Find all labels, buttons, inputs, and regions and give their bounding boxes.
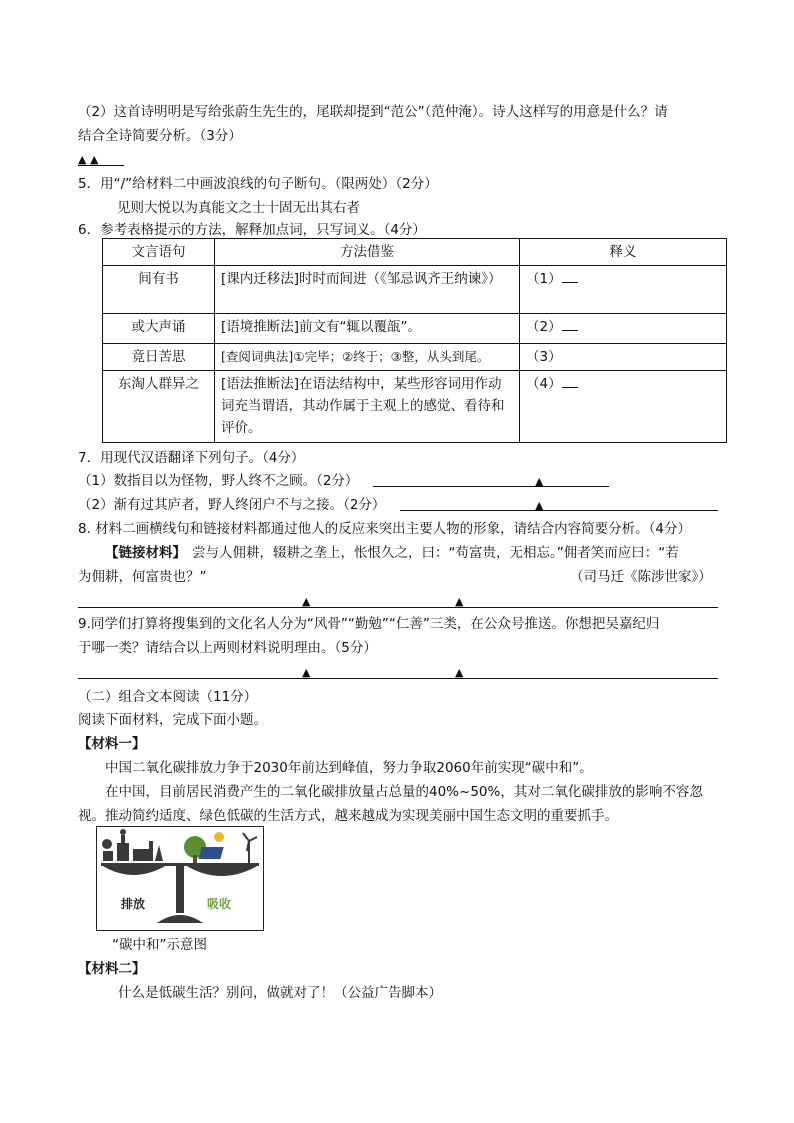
q6-row-3-answer[interactable]: （3） — [520, 344, 727, 371]
q7-sentence-1: （1）数指目以为怪物，野人终不之顾。（2分） — [78, 473, 359, 489]
q7-answer-line-2[interactable] — [400, 510, 718, 511]
q7-answer-line-1[interactable] — [373, 486, 609, 487]
q8-answer-line[interactable] — [78, 607, 718, 608]
q7-mark-1: ▲ — [535, 475, 544, 488]
q6-row-4 — [103, 371, 727, 443]
section2-title: （二）组合文本阅读（11分） — [78, 689, 258, 705]
q8-link-text-2: 为佣耕，何富贵也？” — [78, 569, 207, 585]
material1-p2a: 在中国，目前居民消费产生的二氧化碳排放量占总量的40%~50%，其对二氧化碳排放的影响不容忽 — [105, 784, 703, 800]
q6-row-3 — [103, 344, 727, 371]
factory-icon — [102, 829, 163, 861]
absorption-label: 吸收 — [207, 897, 232, 911]
material1-label: 【材料一】 — [78, 736, 146, 752]
material2-label: 【材料二】 — [78, 961, 146, 977]
q7-mark-2: ▲ — [535, 499, 544, 512]
q6-prompt: 6．参考表格提示的方法，解释加点词，只写词义。（4分） — [78, 222, 426, 238]
q6-row-2-method: [语境推断法]前文有“辄以覆瓿”。 — [215, 314, 520, 344]
q7-prompt: 7．用现代汉语翻译下列句子。（4分） — [78, 450, 305, 466]
q9-line1: 9.同学们打算将搜集到的文化名人分为“风骨”“勤勉”“仁善”三类，在公众号推送。你想把吴嘉纪归 — [78, 616, 660, 632]
q6-row-3-method: [查阅词典法]①完毕；②终于；③整，从头到尾。 — [215, 344, 520, 371]
q9-answer-line[interactable] — [78, 678, 718, 679]
q6-row-1-phrase: 间有书 — [103, 266, 215, 314]
q4-2-line2: 结合全诗简要分析。（3分） — [78, 128, 242, 144]
left-pan — [101, 865, 167, 875]
q6-row-4-method: [语法推断法]在语法结构中，某些形容词用作动词充当谓语，其动作属于主观上的感觉、看待和评价。 — [215, 371, 520, 443]
q6-row-2-phrase: 或大声诵 — [103, 314, 215, 344]
figure-caption: “碳中和”示意图 — [112, 937, 207, 953]
q4-2-answer-line[interactable] — [78, 165, 124, 166]
q8-link-label: 【链接材料】 — [105, 545, 186, 561]
q9-mark-2: ▲ — [455, 666, 464, 679]
q5-sentence: 见则大悦以为真能文之士十固无出其右者 — [117, 200, 360, 216]
q9-mark-1: ▲ — [302, 666, 311, 679]
q6-row-1 — [103, 266, 727, 314]
material1-p1: 中国二氧化碳排放力争于2030年前达到峰值，努力争取2060年前实现“碳中和”。 — [105, 760, 593, 776]
q6-table — [102, 238, 727, 443]
right-pan — [185, 865, 259, 876]
scale-pillar — [176, 863, 184, 913]
material2-p1: 什么是低碳生活？别问，做就对了！（公益广告脚本） — [118, 985, 442, 1001]
q8-mark-1: ▲ — [302, 595, 311, 608]
q8-mark-2: ▲ — [455, 595, 464, 608]
wind-turbine-icon — [243, 833, 257, 863]
q5-prompt: 5．用“/”给材料二中画波浪线的句子断句。（限两处）（2分） — [78, 176, 438, 192]
q6-header-phrase: 文言语句 — [103, 239, 215, 266]
q6-row-2 — [103, 314, 727, 344]
q6-header-row — [103, 239, 727, 266]
q6-row-2-answer[interactable]: （2） — [520, 314, 727, 344]
q4-2-line1: （2）这首诗明明是写给张蔚生先生的，尾联却提到“范公”（范仲淹）。诗人这样写的用意是什么？请 — [78, 104, 668, 120]
q6-row-1-method: [课内迁移法]时时而间进（《邹忌讽齐王纳谏》） — [215, 266, 520, 314]
q6-row-4-answer[interactable]: （4） — [520, 371, 727, 443]
q6-header-method: 方法借鉴 — [215, 239, 520, 266]
q9-line2: 于哪一类？请结合以上两则材料说明理由。（5分） — [78, 640, 377, 656]
q6-row-3-phrase: 竟日苦思 — [103, 344, 215, 371]
emission-label: 排放 — [121, 897, 146, 911]
q6-row-4-phrase: 东淘人群异之 — [103, 371, 215, 443]
carbon-neutral-figure — [96, 826, 264, 931]
q8-source: （司马迁《陈涉世家》） — [570, 569, 712, 585]
q7-sentence-2: （2）渐有过其庐者，野人终闭户不与之接。（2分） — [78, 497, 386, 513]
scale-base — [157, 915, 203, 923]
q6-row-1-answer[interactable]: （1） — [520, 266, 727, 314]
section2-instruction: 阅读下面材料，完成下面小题。 — [78, 712, 267, 728]
q6-header-answer: 释义 — [520, 239, 727, 266]
q8-prompt: 8. 材料二画横线句和链接材料都通过他人的反应来突出主要人物的形象，请结合内容简要分析。（4分） — [78, 521, 692, 537]
material1-p2b: 视。推动简约适度、绿色低碳的生活方式，越来越成为实现美丽中国生态文明的重要抓手。 — [78, 808, 618, 824]
q8-link-text-1: 【链接材料】 尝与人佣耕，辍耕之垄上，怅恨久之，曰：“苟富贵，无相忘。”佣者笑而应曰：“若 — [105, 545, 679, 561]
q4-2-answer-mark: ▲ ▲ — [78, 153, 99, 166]
balance-scale-illustration — [97, 827, 263, 930]
